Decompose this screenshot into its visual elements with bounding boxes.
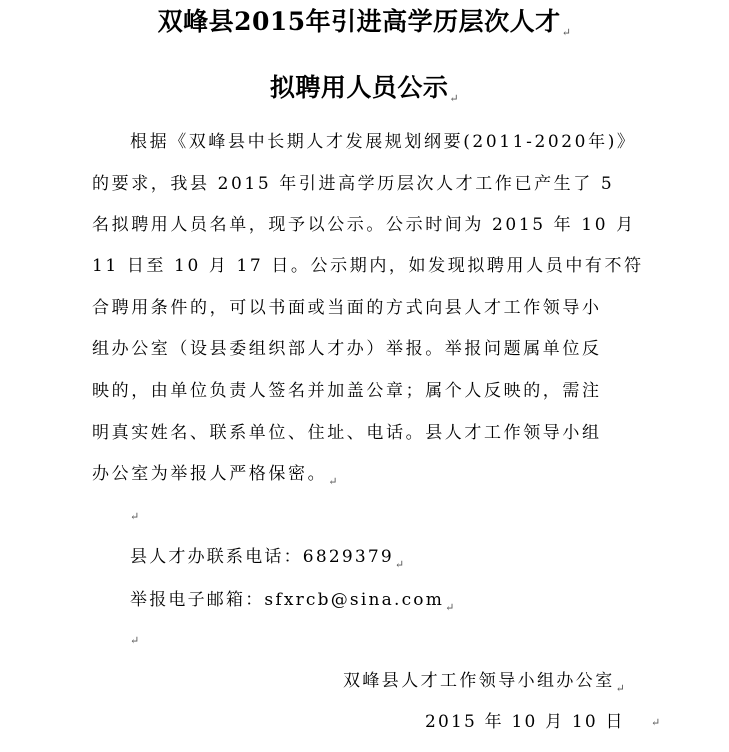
body-line-9-text: 办公室为举报人严格保密。 <box>92 464 328 484</box>
contact-email-text: 举报电子邮箱：sfxrcb@sina.com <box>130 590 445 610</box>
contact-email <box>130 588 456 620</box>
body-line-3: 名拟聘用人员名单，现予以公示。公示时间为 2015 年 10 月 <box>92 215 636 235</box>
body-line-8: 明真实姓名、联系单位、住址、电话。县人才工作领导小组 <box>92 423 602 443</box>
paragraph-mark-icon: ↵ <box>130 510 140 523</box>
body-line-4: 11 日至 10 月 17 日。公示期内，如发现拟聘用人员中有不符 <box>92 256 644 276</box>
paragraph-mark-icon: ↵ <box>651 716 661 729</box>
paragraph-mark-icon: ↵ <box>328 475 341 488</box>
body-line-5: 合聘用条件的，可以书面或当面的方式向县人才工作领导小 <box>92 298 602 318</box>
title-line-1: 双峰县2015年引进高学历层次人才 <box>157 7 561 36</box>
signature <box>343 669 627 701</box>
paragraph-mark-icon: ↵ <box>615 682 628 695</box>
paragraph-mark-icon: ↵ <box>445 601 457 614</box>
signature-text: 双峰县人才工作领导小组办公室 <box>343 671 615 691</box>
body-line-6: 组办公室（设县委组织部人才办）举报。举报问题属单位反 <box>92 339 602 359</box>
document-title <box>0 6 729 49</box>
paragraph-mark-icon: ↵ <box>130 634 140 647</box>
body-line-1: 根据《双峰县中长期人才发展规划纲要(2011-2020年)》 <box>130 132 637 152</box>
contact-phone-text: 县人才办联系电话：6829379 <box>130 547 394 567</box>
paragraph-mark-icon: ↵ <box>561 26 572 39</box>
document-date: 2015 年 10 月 10 日 <box>425 712 625 732</box>
document-subtitle <box>0 72 729 115</box>
title-line-2: 拟聘用人员公示 <box>269 73 449 102</box>
body-line-2: 的要求，我县 2015 年引进高学历层次人才工作已产生了 5 <box>92 174 615 194</box>
paragraph-mark-icon: ↵ <box>449 92 460 105</box>
contact-phone <box>130 545 406 577</box>
paragraph-mark-icon: ↵ <box>394 558 407 571</box>
body-line-7: 映的，由单位负责人签名并加盖公章；属个人反映的，需注 <box>92 381 602 401</box>
body-line-9 <box>92 462 340 494</box>
